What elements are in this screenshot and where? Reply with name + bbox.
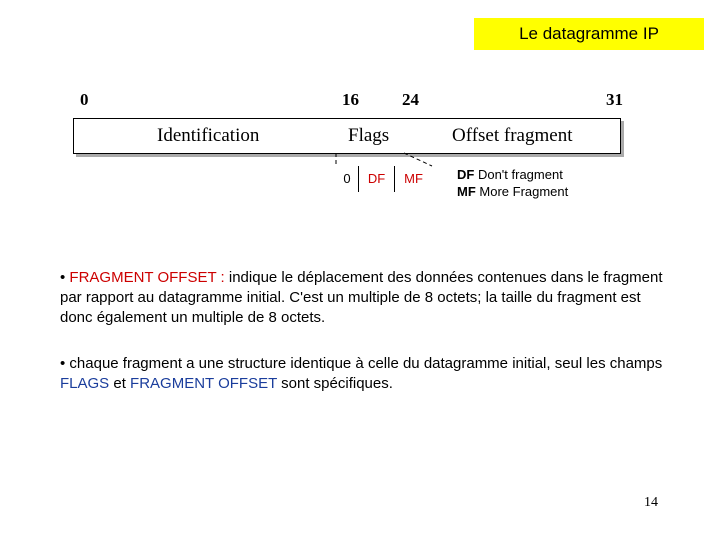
- keyword-fragment-offset: FRAGMENT OFFSET :: [69, 269, 225, 286]
- legend-mf: [457, 184, 568, 199]
- flag-bit-df: DF: [367, 171, 386, 186]
- keyword-flags: FLAGS: [60, 375, 110, 392]
- flag-bit-mf: MF: [404, 171, 423, 186]
- legend-mf-text: More Fragment: [475, 184, 569, 199]
- paragraph-text: et: [109, 375, 131, 392]
- legend-df: [457, 167, 563, 182]
- bit-number-0: 0: [80, 90, 89, 109]
- bit-number-16: 16: [342, 90, 359, 109]
- identification-field: Identification: [157, 125, 260, 146]
- page-number: 14: [644, 495, 658, 510]
- paragraph-fragment-offset: [60, 268, 665, 328]
- paragraph-fragment-structure: [60, 354, 665, 394]
- legend-mf-key: MF: [457, 184, 476, 199]
- bit-number-31: 31: [606, 90, 623, 109]
- paragraph-text: • chaque fragment a une structure identique à celle du datagramme initial, seul les champs: [60, 355, 663, 372]
- flag-bit-zero: 0: [343, 171, 351, 186]
- bit-number-24: 24: [402, 90, 419, 109]
- legend-df-key: DF: [457, 167, 475, 182]
- paragraph-text: indique le déplacement des données contenues dans le fragment par rapport au datagramme initial. C'est un multiple de 8 octets; la taille du fragment est donc également un multiple de 8 octets.: [60, 269, 663, 326]
- offset-fragment-field: Offset fragment: [452, 125, 573, 146]
- paragraph-text: sont spécifiques.: [277, 375, 393, 392]
- flags-field: Flags: [348, 125, 390, 146]
- keyword-fragment-offset: FRAGMENT OFFSET: [130, 375, 277, 392]
- slide-title: Le datagramme IP: [474, 18, 704, 50]
- legend-df-text: Don't fragment: [474, 167, 563, 182]
- bullet: •: [60, 269, 70, 286]
